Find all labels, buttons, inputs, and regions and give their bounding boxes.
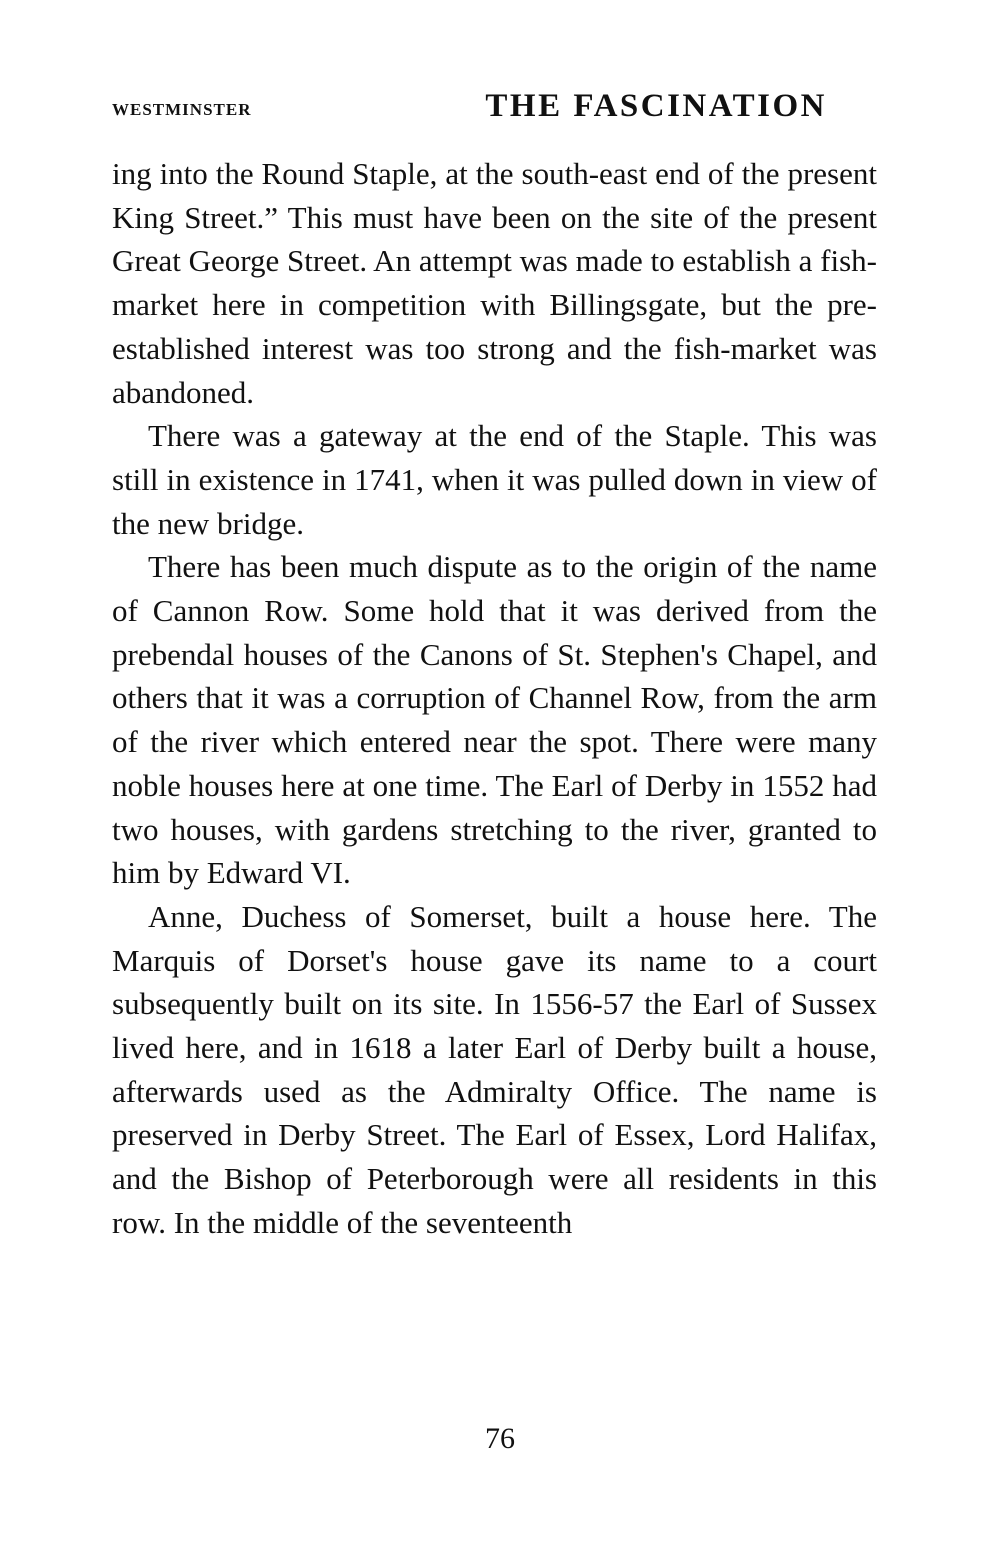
running-head [112,88,877,140]
running-head-title: THE FASCINATION [485,88,827,124]
running-head-left: WESTMINSTER [112,100,252,119]
page-number: 76 [485,1422,515,1455]
body-text [112,152,877,1245]
paragraph-1: ing into the Round Staple, at the south-east end of the present King Street.” This must have been on the site of the present Great George Street. An attempt was made to establish a fish-market here in competition with Billingsgate, but the pre-established interest was too strong and the fish-market was abandoned. [112,156,877,410]
paragraph-3: There has been much dispute as to the origin of the name of Cannon Row. Some hold that it was derived from the prebendal houses of the Canons of St. Stephen's Chapel, and others that it was a corruption of Channel Row, from the arm of the river which entered near the spot. There were many noble houses here at one time. The Earl of Derby in 1552 had two houses, with gardens stretching to the river, granted to him by Edward VI. [112,549,877,891]
paragraph-4: Anne, Duchess of Somerset, built a house here. The Marquis of Dorset's house gave its name to a court subsequently built on its site. In 1556-57 the Earl of Sussex lived here, and in 1618 a later Earl of Derby built a house, afterwards used as the Admiralty Office. The name is preserved in Derby Street. The Earl of Essex, Lord Halifax, and the Bishop of Peterborough were all residents in this row. In the middle of the seventeenth [112,898,877,1240]
paragraph-2: There was a gateway at the end of the Staple. This was still in existence in 1741, when it was pulled down in view of the new bridge. [112,418,877,541]
book-page [112,88,877,1245]
